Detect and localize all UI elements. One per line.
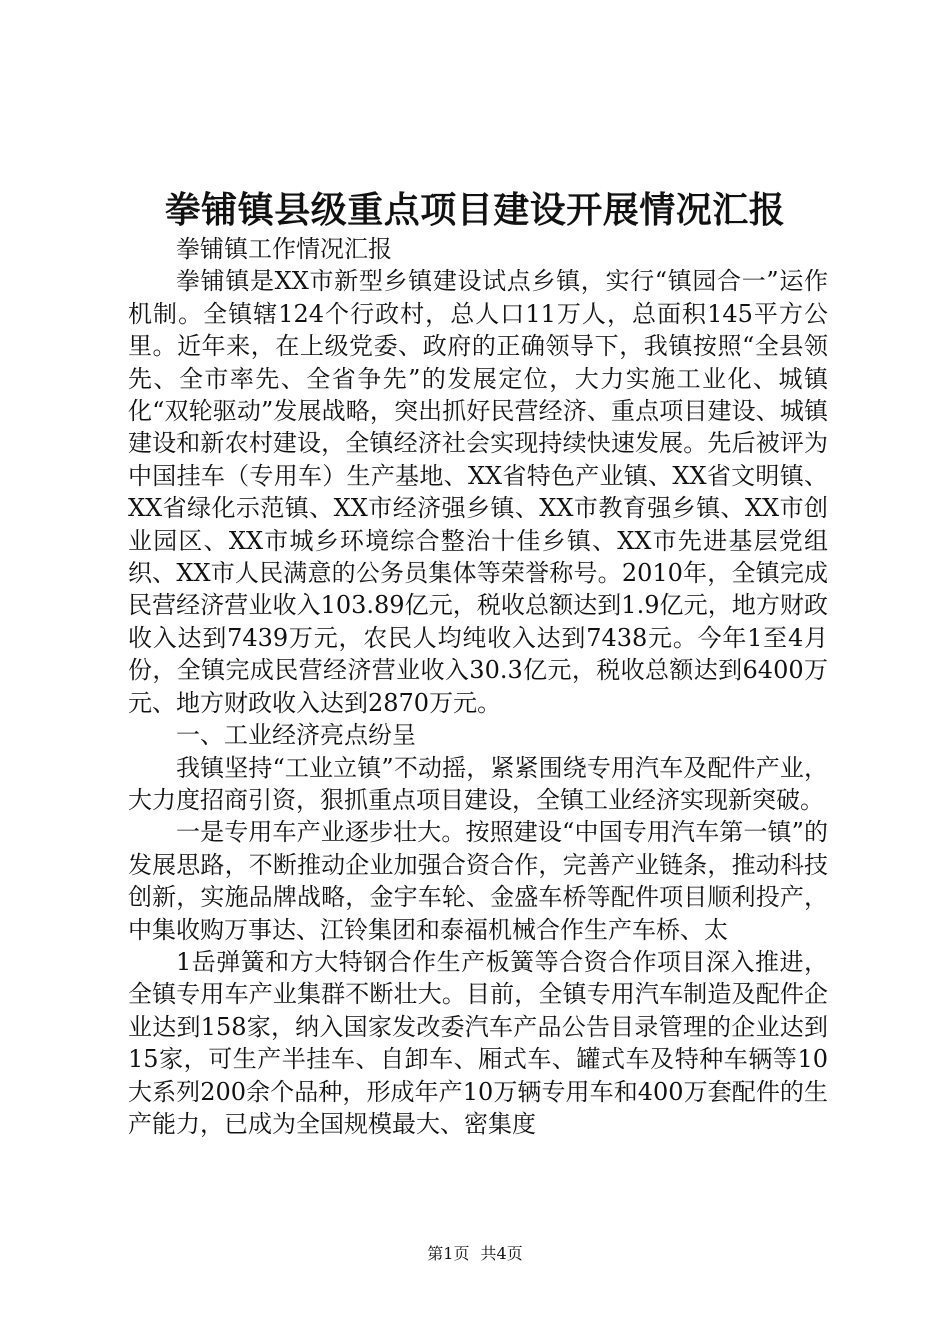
document-body [128,233,828,1140]
paragraph-joint-venture: 1岳弹簧和方大特钢合作生产板簧等合资合作项目深入推进，全镇专用车产业集群不断壮大。目前，全镇专用汽车制造及配件企业达到158家，纳入国家发改委汽车产品公告目录管理的企业达到15家，可生产半挂车、自卸车、厢式车、罐式车及特种车辆等10大系列200余个品种，形成年产10万辆专用车和400万套配件的生产能力，已成为全国规模最大、密集度 [128,947,828,1138]
paragraph-subtitle: 拳铺镇工作情况汇报 [176,235,392,263]
paragraph-overview: 拳铺镇是XX市新型乡镇建设试点乡镇，实行“镇园合一”运作机制。全镇辖124个行政村，总人口11万人，总面积145平方公里。近年来，在上级党委、政府的正确领导下，我镇按照“全县领先、全市率先、全省争先”的发展定位，大力实施工业化、城镇化“双轮驱动”发展战略，突出抓好民营经济、重点项目建设、城镇建设和新农村建设，全镇经济社会实现持续快速发展。先后被评为中国挂车（专用车）生产基地、XX省特色产业镇、XX省文明镇、XX省绿化示范镇、XX市经济强乡镇、XX市教育强乡镇、XX市创业园区、XX市城乡环境综合整治十佳乡镇、XX市先进基层党组织、XX市人民满意的公务员集体等荣誉称号。2010年，全镇完成民营经济营业收入103.89亿元，税收总额达到1.9亿元，地方财政收入达到7439万元，农民人均纯收入达到7438元。今年1至4月份，全镇完成民营经济营业收入30.3亿元，税收总额达到6400万元、地方财政收入达到2870万元。 [128,267,828,717]
page-total: 共4页 [480,1244,523,1263]
paragraph-special-vehicle: 一是专用车产业逐步壮大。按照建设“中国专用汽车第一镇”的发展思路，不断推动企业加强合资合作，完善产业链条，推动科技创新，实施品牌战略，金宇车轮、金盛车桥等配件项目顺利投产，中集收购万事达、江铃集团和泰福机械合作生产车桥、太 [128,818,828,944]
document-title: 拳铺镇县级重点项目建设开展情况汇报 [164,189,786,231]
paragraph-industry-intro: 我镇坚持“工业立镇”不动摇，紧紧围绕专用汽车及配件产业，大力度招商引资，狠抓重点项目建设，全镇工业经济实现新突破。 [128,753,828,814]
page-number: 第1页 [427,1244,470,1263]
page-footer [0,1243,950,1265]
section-heading-industry: 一、工业经济亮点纷呈 [176,721,416,750]
